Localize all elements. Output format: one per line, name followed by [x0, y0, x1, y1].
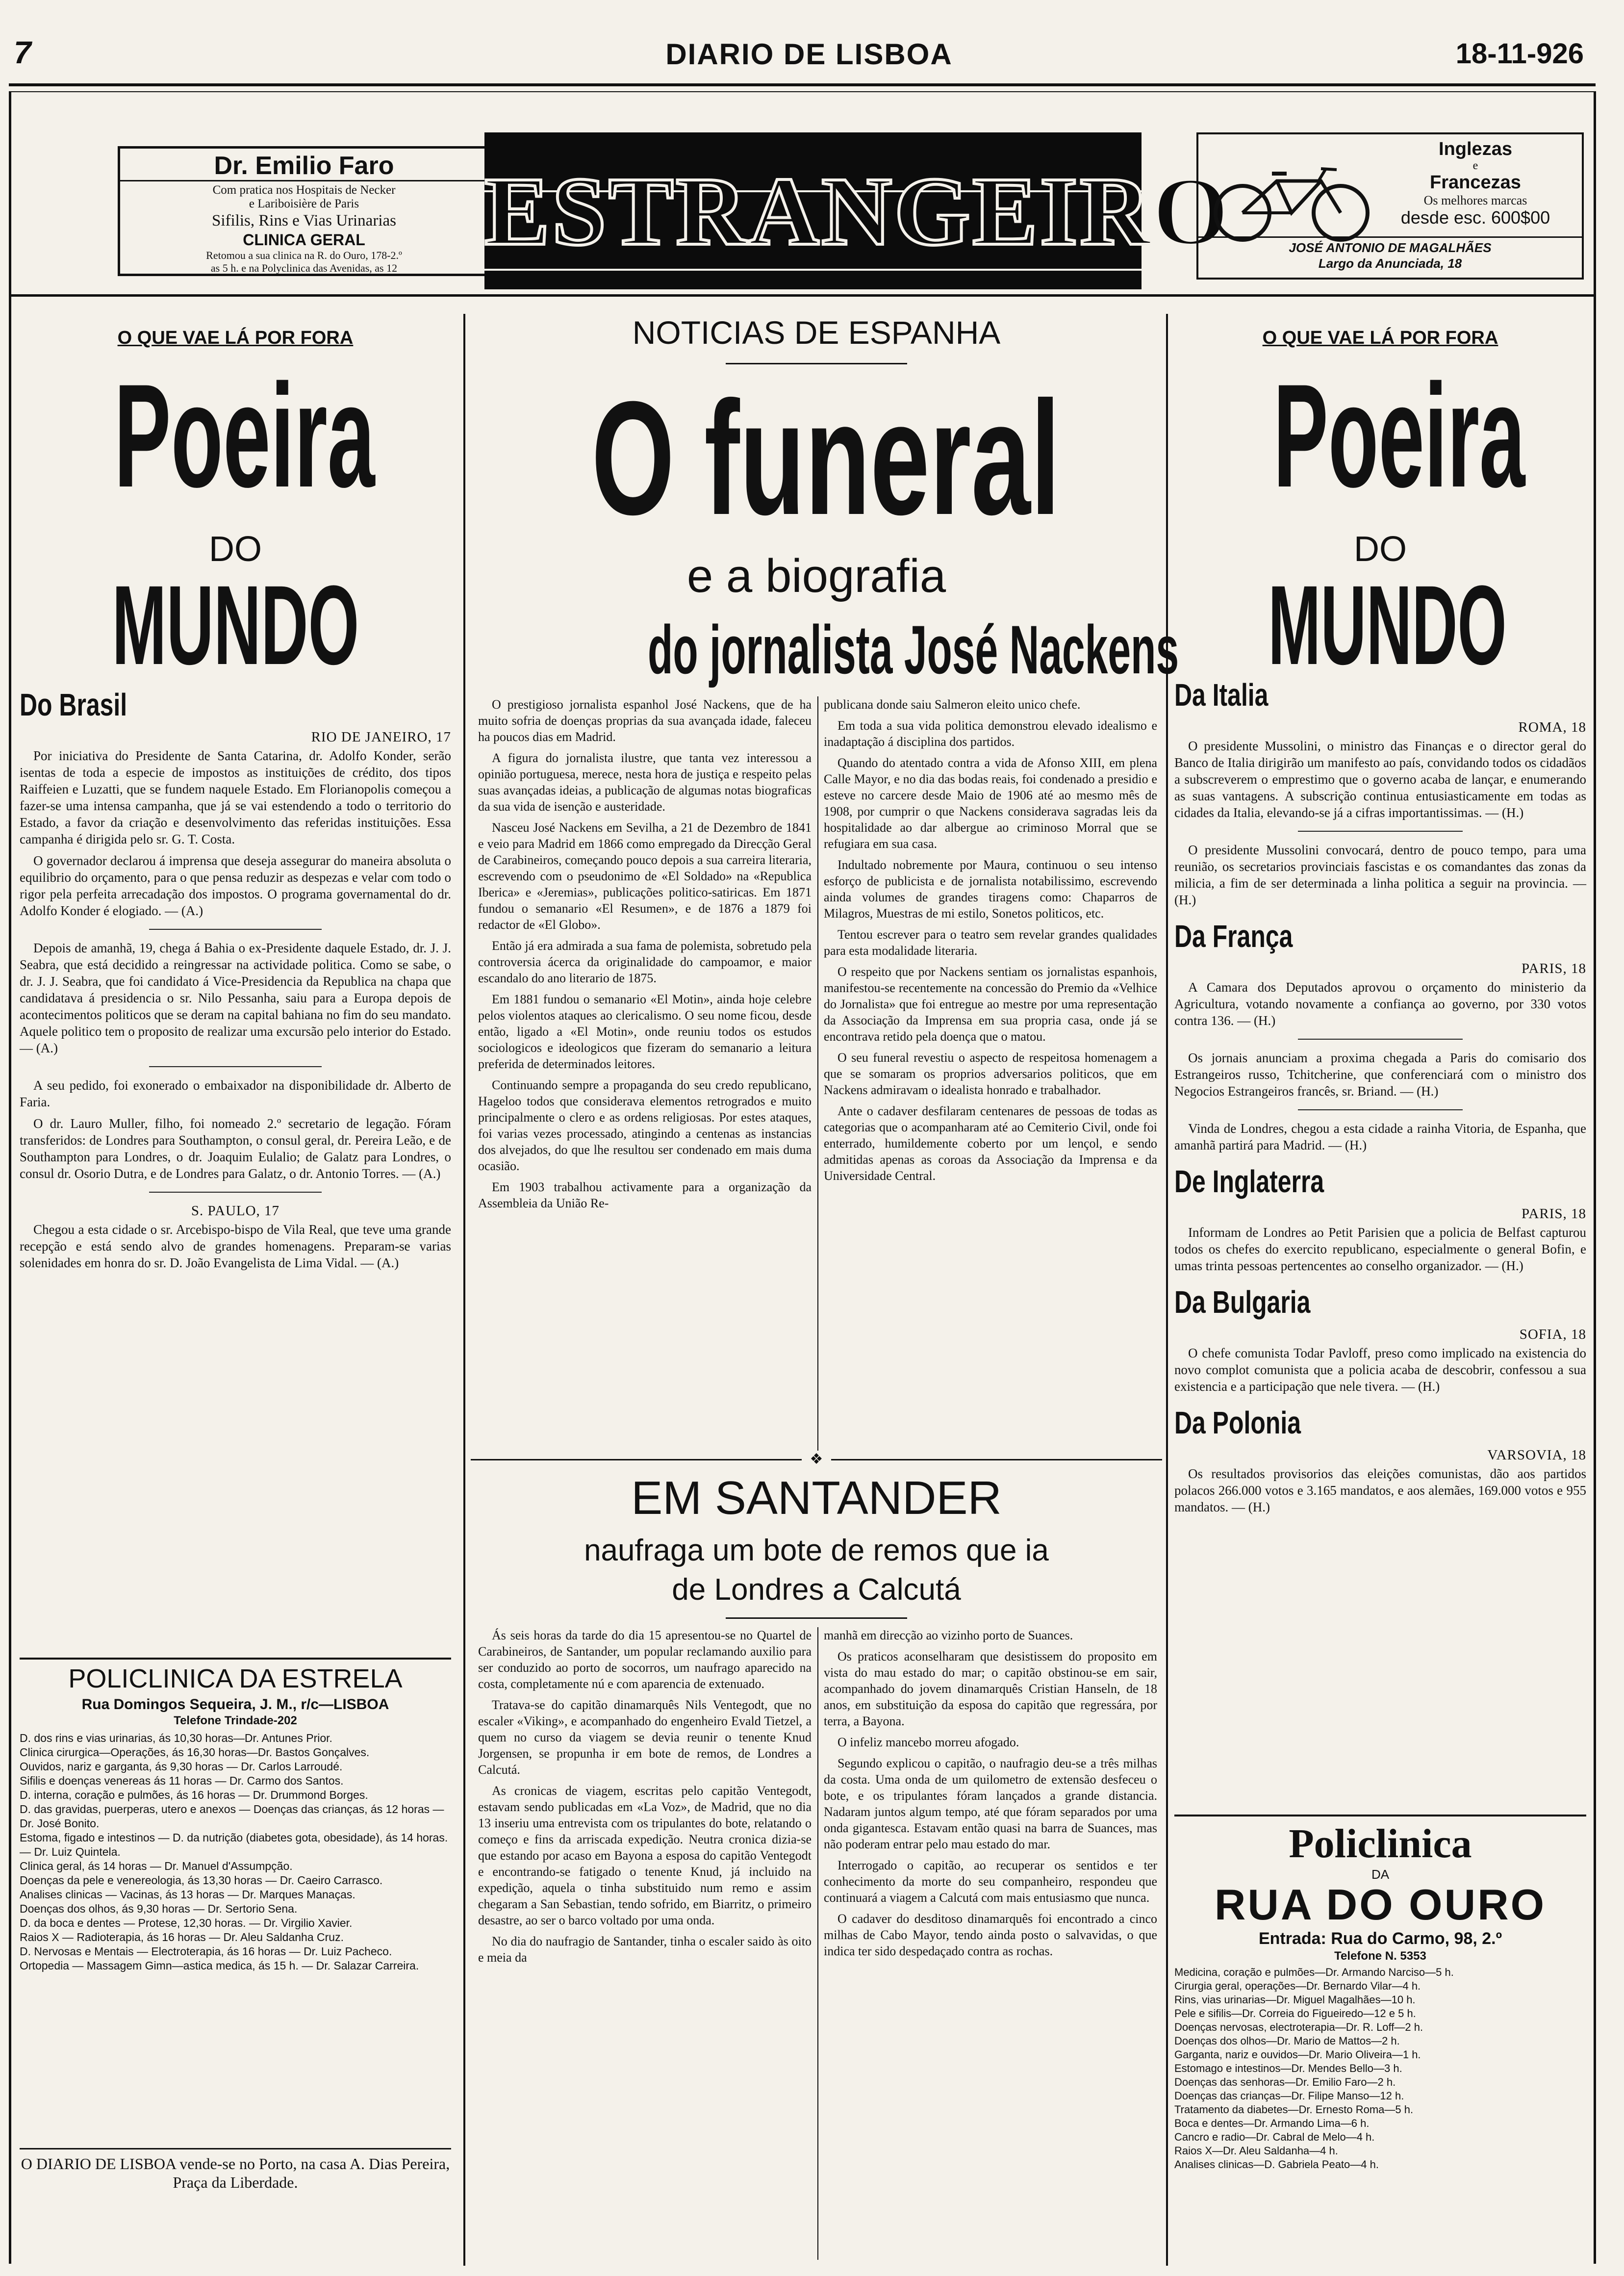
santander-col2: [824, 1627, 1157, 2260]
banner-rule: [9, 294, 1596, 297]
section-title: ESTRANGEIRO: [484, 157, 1231, 266]
service-item: Doenças das senhoras—Dr. Emilio Faro—2 h.: [1174, 2076, 1396, 2088]
subhead-de-inglaterra: De Inglaterra: [1174, 1164, 1324, 1199]
paragraph: Chegou a esta cidade o sr. Arcebispo-bispo de Vila Real, que teve uma grande recepção e está sendo alvo de grandes homenagens. Preparam-se varias solenidades em honra do sr. D. João Evangelista de Lima Vidal. — (A.): [20, 1222, 451, 1270]
paragraph: publicana donde saiu Salmeron eleito unico chefe.: [824, 697, 1081, 712]
left-footer-note: O DIARIO DE LISBOA vende-se no Porto, na casa A. Dias Pereira, Praça da Liberdade.: [20, 2148, 451, 2246]
service-item: D. da boca e dentes — Protese, 12,30 horas. — Dr. Virgilio Xavier.: [20, 1917, 353, 1929]
center-article-col1: [478, 696, 812, 1452]
service-item: Clinica geral, ás 14 horas — Dr. Manuel d'Assumpção.: [20, 1860, 293, 1872]
ad-dr-emilio-faro: [118, 146, 490, 276]
service-item: Pele e sifilis—Dr. Correia do Figueiredo—12 e 5 h.: [1174, 2007, 1416, 2020]
paragraph: Os jornais anunciam a proxima chegada a Paris do comisario dos Estrangeiros russo, Tchitcherine, que conferenciará com o ministro dos Negocios Estrangeiros francês, sr. Briand. — (H.): [1174, 1050, 1586, 1099]
subhead-do-brasil: Do Brasil: [20, 687, 127, 722]
santander-subhead: naufraga um bote de remos que ia: [584, 1534, 1049, 1567]
subhead-da-franca: Da França: [1174, 919, 1293, 954]
paragraph: O presidente Mussolini, o ministro das Finanças e o director geral do Banco de Italia dirigirão um manifesto ao país, convidando todos os cidadãos a subscreverem o emprestimo que o governo acaba de lançar, e enumerando as suas vantagens. A subscrição continua entusiasticamente em todas as cidades da Italia, elevando-se já a cifras importantissimas. — (H.): [1174, 739, 1586, 820]
ad-entrance: Entrada: Rua do Carmo, 98, 2.º: [1258, 1929, 1502, 1948]
paragraph: O infeliz mancebo morreu afogado.: [837, 1735, 1019, 1749]
service-item: Analises clinicas — Vacinas, ás 13 horas — Dr. Marques Manaças.: [20, 1888, 355, 1901]
separator: [149, 1066, 322, 1067]
separator: [1298, 1039, 1463, 1040]
separator: [1298, 831, 1463, 832]
paragraph: Em toda a sua vida politica demonstrou elevado idealismo e inadaptação á disciplina dos partidos.: [824, 718, 1157, 749]
service-item: Ouvidos, nariz e garganta, ás 9,30 horas — Dr. Carlos Larroudé.: [20, 1760, 343, 1773]
right-headline-mundo: MUNDO: [1268, 562, 1507, 688]
ad-line: as 5 h. e na Polyclinica das Avenidas, as 12: [210, 262, 398, 274]
service-item: D. dos rins e vias urinarias, ás 10,30 horas—Dr. Antunes Prior.: [20, 1732, 332, 1744]
ad-services-list: [20, 1731, 451, 1973]
paragraph: Informam de Londres ao Petit Parisien que a policia de Belfast capturou todos os chefes do exercito republicano, especialmente o general Bofin, e umas trinta pessoas pertencentes ao conselho organizador. — (H.): [1174, 1225, 1586, 1273]
paragraph: Depois de amanhã, 19, chega á Bahia o ex-Presidente daquele Estado, dr. J. J. Seabra, que está decidido a reingressar na actividade politica. Como se sabe, o dr. J. J. Seabra, que foi candidato á Vice-Presidencia da Republica na chapa que candidatava á presidencia o sr. Nilo Pessanha, saiu para a Europa depois de acontecimentos politicos que se deram na capital bahiana no fim do seu mandato. Aquele politico tem o proposito de realizar uma excursão pelo interior do Estado. — (A.): [20, 941, 451, 1055]
service-item: Tratamento da diabetes—Dr. Ernesto Roma—5 h.: [1174, 2103, 1414, 2116]
paragraph: O prestigioso jornalista espanhol José Nackens, que de ha muito sofria de doenças proprias da sua avançada idade, faleceu ha poucos dias em Madrid.: [478, 697, 812, 744]
separator: [149, 1192, 322, 1193]
separator: [149, 929, 322, 930]
frame-right: [1594, 91, 1596, 2264]
header-rule-thin: [9, 91, 1596, 92]
ad-da: DA: [1371, 1867, 1390, 1882]
left-headline-do: DO: [209, 530, 262, 569]
dateline: SOFIA, 18: [1519, 1327, 1586, 1342]
paragraph: Quando do atentado contra a vida de Afonso XIII, em plena Calle Mayor, e no dia das bodas reais, foi condenado a presidio e esteve no carcere desde Maio de 1906 até ao mesmo mês de 1908, por cumprir o que Nackens considerava sagradas leis da hospitalidade ao dar albergue ao criminoso Morral que se refugiara em sua casa.: [824, 756, 1157, 851]
right-headline-poeira: Poeira: [1273, 353, 1525, 518]
paragraph: Ante o cadaver desfilaram centenares de pessoas de todas as categorias que o acompanharam até ao Cemiterio Civil, onde foi enterrado, humildemente coberto por um lençol, e sendo admitidas apenas as coroas da Associação da Imprensa e da Universidade Central.: [824, 1104, 1157, 1183]
left-kicker: O QUE VAE LÁ POR FORA: [117, 328, 354, 348]
center-kicker-rule: [726, 363, 907, 364]
ad-rua: RUA DO OURO: [1214, 1880, 1547, 1929]
dateline: ROMA, 18: [1518, 719, 1586, 735]
ad-line: Os melhores marcas: [1423, 193, 1527, 207]
ad-bicycles: [1196, 132, 1584, 280]
ad-doctor-name: Dr. Emilio Faro: [120, 152, 488, 181]
santander-headline: EM SANTANDER: [631, 1472, 1002, 1524]
service-item: Garganta, nariz e ouvidos—Dr. Mario Oliveira—1 h.: [1174, 2048, 1421, 2061]
paper-title: DIARIO DE LISBOA: [665, 38, 953, 71]
paragraph: O chefe comunista Todar Pavloff, preso como implicado na existencia do novo complot comunista que a policia acaba de descobrir, confessou a sua existencia e a participação que nele tivera. — (H.): [1174, 1346, 1586, 1394]
service-item: Rins, vias urinarias—Dr. Miguel Magalhães—10 h.: [1174, 1994, 1416, 2006]
dateline: RIO DE JANEIRO, 17: [311, 729, 451, 745]
page-number: 7: [14, 35, 31, 70]
paragraph: Nasceu José Nackens em Sevilha, a 21 de Dezembro de 1841 e veio para Madrid em 1866 como empregado da Direcção Geral de Carabineiros, começando pouco depois a sua carreira literaria, escrevendo com o pseudonimo de «El Soldado» na «Republica Iberica» e «Jeremias», publicações politico-satiricas. Em 1871 fundou o semanario «El Resumen», e de 1876 a 1879 foi redactor de «El Globo».: [478, 820, 812, 932]
column-rule: [463, 314, 465, 2266]
ad-title: POLICLINICA DA ESTRELA: [68, 1664, 403, 1693]
ad-line: JOSÉ ANTONIO DE MAGALHÃES: [1289, 240, 1492, 255]
ad-phone: Telefone Trindade-202: [174, 1714, 297, 1727]
frame-left: [9, 91, 11, 2264]
ad-line: Sifilis, Rins e Vias Urinarias: [212, 212, 396, 230]
paragraph: Interrogado o capitão, ao recuperar os sentidos e ter conhecimento da morte do seu companheiro, respondeu que continuará a viagem a Calcutá com mais entusiasmo que nunca.: [824, 1858, 1157, 1905]
paragraph: Indultado nobremente por Maura, continuou o seu intenso esforço de publicista e de jornalista notabilissimo, escrevendo ainda volumes de grandes tiragens como: Chaparros de Milagros, Muestras de mi estilo, Sonetos politicos, etc.: [824, 858, 1157, 921]
ad-address: Rua Domingos Sequeira, J. M., r/c—LISBOA: [81, 1696, 389, 1713]
ad-services-list: [1174, 1966, 1586, 2172]
ad-line: desde esc. 600$00: [1400, 207, 1550, 228]
center-inner-rule: [817, 1627, 818, 2260]
ad-line: CLINICA GERAL: [243, 231, 365, 249]
service-item: Doenças dos olhos—Dr. Mario de Mattos—2 h.: [1174, 2035, 1400, 2047]
ad-line: Com pratica nos Hospitais de Necker: [212, 183, 396, 197]
paragraph: Tentou escrever para o teatro sem revelar grandes qualidades para esta modalidade literaria.: [824, 927, 1157, 958]
left-headline-poeira: Poeira: [114, 353, 375, 518]
right-headline-do: DO: [1354, 530, 1407, 569]
center-headline: O funeral: [591, 367, 1061, 548]
paragraph: Os praticos aconselharam que desistissem do proposito em vista do mau estado do mar; o capitão obstinou-se em sair, acompanhado do jovem dinamarquês Cristian Hanseln, de 18 anos, em substituição da esposa do capitão que regressára, por terra, a Bayona.: [824, 1649, 1157, 1728]
paragraph: Tratava-se do capitão dinamarquês Nils Ventegodt, que no escaler «Viking», e acompanhado do engenheiro Evald Tietzel, a quem no curso da viagem se devia reunir o tenente Knud Jorgensen, se propunha ir em bote de remos, de Londres a Calcutá.: [478, 1698, 812, 1777]
center-subhead: e a biografia: [686, 550, 946, 602]
header-rule: [9, 83, 1596, 86]
ad-line: e Lariboisière de Paris: [249, 197, 359, 210]
paragraph: Em 1881 fundou o semanario «El Motin», ainda hoje celebre pelos violentos ataques ao clericalismo. O seu nome ficou, desde então, ligado a «El Motin», onde reuniu todos os estudos sociologicos e ideologicos que fizeram do semanario a leitura preferida de determinados leitores.: [478, 992, 812, 1071]
service-item: D. interna, coração e pulmões, ás 16 horas — Dr. Drummond Borges.: [20, 1789, 368, 1801]
service-item: Doenças nervosas, electroterapia—Dr. R. Loff—2 h.: [1174, 2021, 1423, 2033]
ornament-icon: ❖: [802, 1451, 831, 1468]
center-subhead-2: do jornalista José Nackens: [648, 611, 1179, 688]
subhead-da-polonia: Da Polonia: [1174, 1405, 1301, 1440]
service-item: D. das gravidas, puerperas, utero e anexos — Doenças das crianças, ás 12 horas — Dr. José Bonito.: [20, 1803, 444, 1830]
subhead-da-italia: Da Italia: [1174, 677, 1269, 713]
separator: [1298, 1109, 1463, 1110]
paragraph: Continuando sempre a propaganda do seu credo republicano, Hageloo todos que considerava elementos retrogrados e muito principalmente o clero e as ordens religiosas. Por estes ataques, foi varias vezes processado, atingindo a centenas as instancias dos alvejados, do que lhe resultou ser condenado em mais duma ocasião.: [478, 1078, 812, 1173]
section-banner: [484, 132, 1231, 289]
center-article-col2: [824, 696, 1157, 1452]
paragraph: Vinda de Londres, chegou a esta cidade a rainha Vitoria, de Espanha, que amanhã partirá para Madrid. — (H.): [1174, 1121, 1586, 1152]
right-kicker: O QUE VAE LÁ POR FORA: [1262, 328, 1498, 348]
service-item: Raios X—Dr. Aleu Saldanha—4 h.: [1174, 2145, 1338, 2157]
left-headline-mundo: MUNDO: [112, 562, 359, 688]
ad-line: e: [1472, 159, 1478, 172]
paragraph: Então já era admirada a sua fama de polemista, sobretudo pela controversia ácerca da originalidade do campoamor, e maior escandalo do ano literario de 1875.: [478, 939, 812, 985]
dateline: PARIS, 18: [1521, 961, 1586, 976]
right-articles: [1174, 667, 1586, 1805]
paragraph: A figura do jornalista ilustre, que tanta vez interessou a opinião portuguesa, merece, nesta hora de justiça e respeito pelas suas avançadas ideias, a publicação de algumas notas biograficas da sua vida de isenção e austeridade.: [478, 751, 812, 814]
santander-rule: [726, 1617, 907, 1619]
paragraph: Em 1903 trabalhou activamente para a organização da Assembleia da União Re-: [478, 1180, 812, 1210]
paragraph: Por iniciativa do Presidente de Santa Catarina, dr. Adolfo Konder, serão isentas de toda a especie de impostos as instituições de crédito, dos tipos Raiffeien e Luzatti, que se fundem naquele Estado. Em Florianopolis começou a fazer-se uma intensa campanha, que já se vai estendendo a todo o territorio do Estado, a favor da criação e desenvolvimento das referidas instituições. Essa campanha é dirigida pelo sr. G. T. Costa.: [20, 748, 451, 846]
column-rule: [1166, 314, 1168, 2266]
service-item: Doenças da pele e venereologia, ás 13,30 horas — Dr. Caeiro Carrasco.: [20, 1874, 383, 1887]
service-item: D. Nervosas e Mentais — Electroterapia, ás 16 horas — Dr. Luiz Pacheco.: [20, 1945, 392, 1958]
service-item: Doenças dos olhos, ás 9,30 horas — Dr. Sertorio Sena.: [20, 1902, 298, 1915]
dateline: S. PAULO, 17: [191, 1203, 280, 1219]
paragraph: A seu pedido, foi exonerado o embaixador na disponibilidade dr. Alberto de Faria.: [20, 1078, 451, 1109]
paragraph: O dr. Lauro Muller, filho, foi nomeado 2.º secretario de legação. Fóram transferidos: de Londres para Southampton, o consul geral, dr. Pereira Leão, e de Southampton para Londres, o dr. Joaquim Eulalio; de Galatz para Londres, o consul dr. Osorio Dutra, e de Londres para Galatz, o dr. Antonio Torres. — (A.): [20, 1116, 451, 1181]
subhead-da-bulgaria: Da Bulgaria: [1174, 1284, 1311, 1320]
paragraph: O presidente Mussolini convocará, dentro de pouco tempo, para uma reunião, os secretarios provinciais fascistas e os comandantes das zonas da milicia, a fim de ser determinada a linha politica a seguir na provincia. — (H.): [1174, 843, 1586, 907]
ad-line: Francezas: [1430, 172, 1521, 193]
center-kicker: NOTICIAS DE ESPANHA: [632, 314, 1001, 351]
paragraph: Os resultados provisorios das eleições comunistas, dão aos partidos polacos 266.000 votos e 3.165 mandatos, e aos alemães, 169.000 votos e 955 mandatos. — (H.): [1174, 1466, 1586, 1514]
paragraph: O cadaver do desditoso dinamarquês foi encontrado a cinco milhas de Cabo Mayor, tendo ainda posto o salvavidas, o que indica ter sido despedaçado contra as rochas.: [824, 1912, 1157, 1958]
service-item: Analises clinicas—D. Gabriela Peato—4 h.: [1174, 2158, 1379, 2171]
service-item: Raios X — Radioterapia, ás 16 horas — Dr. Aleu Saldanha Cruz.: [20, 1931, 344, 1944]
service-item: Cirurgia geral, operações—Dr. Bernardo Vilar—4 h.: [1174, 1980, 1421, 1992]
ad-policlinica-estrela: [20, 1658, 451, 2138]
paragraph: Ás seis horas da tarde do dia 15 apresentou-se no Quartel de Carabineiros, de Santander, um popular reclamando auxilio para ser conduzido ao porto de socorros, um naufrago aparecido na costa, completamente nú e com aparencia de extenuado.: [478, 1628, 812, 1691]
ad-phone: Telefone N. 5353: [1334, 1949, 1426, 1963]
ad-line: Largo da Anunciada, 18: [1318, 256, 1462, 271]
ad-policlinica-rua-do-ouro: [1174, 1815, 1586, 2261]
dateline: PARIS, 18: [1521, 1206, 1586, 1222]
paragraph: A Camara dos Deputados aprovou o orçamento do ministerio da Agricultura, votando novamente a confiança ao governo, por 330 votos contra 136. — (H.): [1174, 980, 1586, 1028]
paragraph: No dia do naufragio de Santander, tinha o escaler saido às oito e meia da: [478, 1934, 812, 1965]
service-item: Estoma, figado e intestinos — D. da nutrição (diabetes gota, obesidade), ás 14 horas. — Dr. Luiz Quintela.: [20, 1831, 448, 1858]
ad-line: Inglezas: [1439, 139, 1512, 159]
service-item: Cancro e radio—Dr. Cabral de Melo—4 h.: [1174, 2131, 1375, 2143]
service-item: Ortopedia — Massagem Gimn—astica medica, ás 15 h. — Dr. Salazar Carreira.: [20, 1959, 419, 1972]
service-item: Estomago e intestinos—Dr. Mendes Bello—3 h.: [1174, 2062, 1402, 2074]
santander-subhead-2: de Londres a Calcutá: [672, 1573, 961, 1607]
service-item: Sifilis e doenças venereas ás 11 horas — Dr. Carmo dos Santos.: [20, 1774, 344, 1787]
service-item: Boca e dentes—Dr. Armando Lima—6 h.: [1174, 2117, 1370, 2129]
center-inner-rule: [817, 696, 818, 1452]
paragraph: O seu funeral revestiu o aspecto de respeitosa homenagem a que se somaram os proprios adversarios politicos, que em Nackens admiravam o idealista honrado e trabalhador.: [824, 1050, 1157, 1097]
ad-title: Policlinica: [1289, 1821, 1472, 1867]
santander-col1: [478, 1627, 812, 2260]
service-item: Clinica cirurgica—Operações, ás 16,30 horas—Dr. Bastos Gonçalves.: [20, 1746, 370, 1759]
bicycle-icon: [1208, 159, 1375, 242]
paragraph: As cronicas de viagem, escritas pelo capitão Ventegodt, estavam sendo publicadas em «La Voz», de Madrid, que no dia 13 inseriu uma entrevista com os tripulantes do bote, relatando o começo e fins da arriscada expedição. Neutra cronica dizia-se que estando por acaso em Bayona a esposa do capitão Ventegodt e encontrando-se fatigado o tenente Knud, já incluido na expedição, aquela o tinha substituido num remo e assim chegaram a San Sebastian, tendo sofrido, em Biarritz, o primeiro desastre, ao ser o barco voltado por uma onda.: [478, 1784, 812, 1927]
paragraph: O governador declarou á imprensa que deseja assegurar do maneira absoluta o equilibrio do orçamento, para o que pensa reduzir as despezas e velar com todo o rigor pela perfeita arrecadação dos impostos. O programa governamental do dr. Adolfo Konder é elogiado. — (A.): [20, 853, 451, 918]
service-item: Medicina, coração e pulmões—Dr. Armando Narciso—5 h.: [1174, 1966, 1454, 1978]
issue-date: 18-11-926: [1455, 38, 1584, 70]
service-item: Doenças das crianças—Dr. Filipe Manso—12 h.: [1174, 2090, 1404, 2102]
left-articles: [20, 677, 451, 1648]
paragraph: O respeito que por Nackens sentiam os jornalistas espanhois, manifestou-se recentemente na concessão do Premio da «Velhice do Jornalista» que foi entregue ao mestre por uma representação da Associação da Imprensa em sua propria casa, onde já se encontrava retido pela doença que o matou.: [824, 965, 1157, 1044]
paragraph: manhã em direcção ao vizinho porto de Suances.: [824, 1628, 1073, 1642]
paragraph: Segundo explicou o capitão, o naufragio deu-se a três milhas da costa. Uma onda de um quilometro de extensão desfeceu o bote, e os tripulantes fóram lançados a grande distancia. Nadaram juntos algum tempo, até que fóram separados por uma onda gigantesca. Estavam então quasi na barra de Suances, mas não poderam entrar pelo mau estado do mar.: [824, 1756, 1157, 1851]
ad-line: Retomou a sua clinica na R. do Ouro, 178-2.º: [206, 249, 402, 261]
dateline: VARSOVIA, 18: [1487, 1447, 1586, 1463]
